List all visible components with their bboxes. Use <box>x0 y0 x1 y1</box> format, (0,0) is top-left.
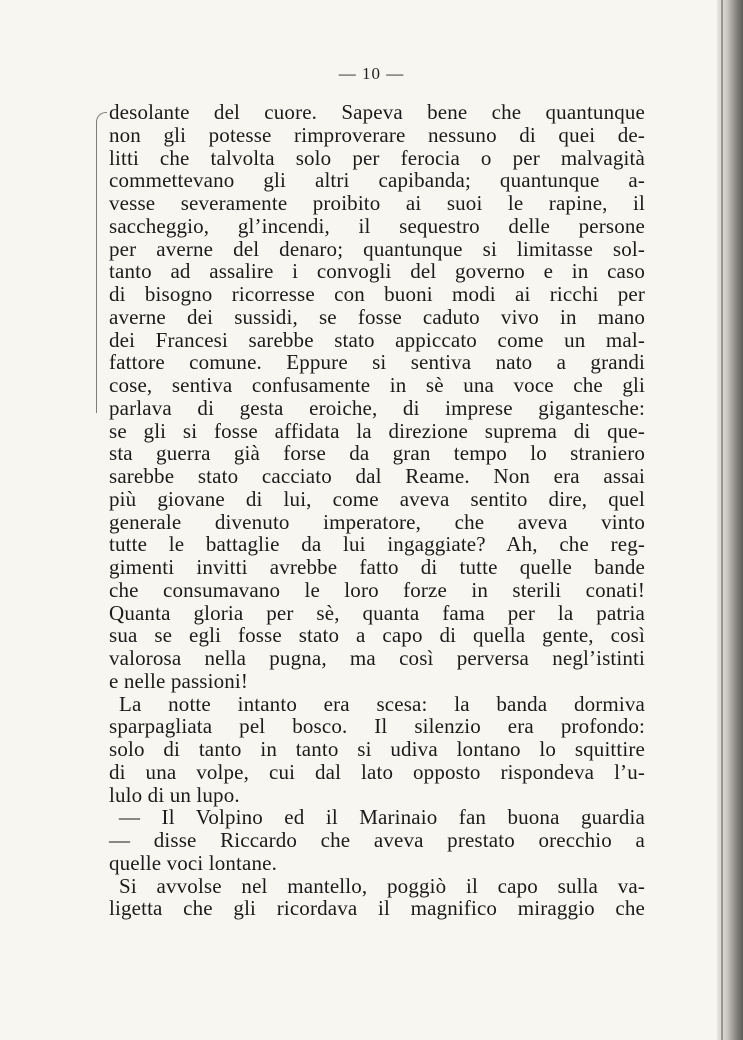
text-line: non gli potesse rimproverare nessuno di quei de- <box>109 122 645 147</box>
text-line: di bisogno ricorresse con buoni modi ai ricchi per <box>109 282 645 306</box>
margin-mark <box>96 112 107 413</box>
text-line: generale divenuto imperatore, che aveva vinto <box>109 509 645 534</box>
text-line: — Il Volpino ed il Marinaio fan buona guardia <box>119 805 645 830</box>
text-line: — disse Riccardo che aveva prestato orecchio a <box>109 828 645 852</box>
text-line: sta guerra già forse da gran tempo lo straniero <box>109 441 645 466</box>
text-line: litti che talvolta solo per ferocia o per malvagità <box>109 145 645 170</box>
text-line: se gli si fosse affidata la direzione suprema di que- <box>109 418 645 443</box>
text-line: La notte intanto era scesa: la banda dormiva <box>119 691 645 716</box>
text-line: che consumavano le loro forze in sterili conati! <box>109 577 645 602</box>
text-line: quelle voci lontane. <box>109 850 278 875</box>
text-line: commettevano gli altri capibanda; quantunque a- <box>109 168 645 193</box>
text-line: Si avvolse nel mantello, poggiò il capo sulla va- <box>119 873 645 898</box>
text-line: tanto ad assalire i convogli del governo e in caso <box>109 259 645 284</box>
page-binding-line <box>721 0 723 1040</box>
text-line: sua se egli fosse stato a capo di quella gente, così <box>109 623 645 648</box>
text-line: lulo di un lupo. <box>109 782 240 807</box>
text-line: solo di tanto in tanto si udiva lontano lo squittire <box>109 737 645 761</box>
text-line: parlava di gesta eroiche, di imprese gigantesche: <box>109 395 645 420</box>
text-line: fattore comune. Eppure si sentiva nato a grandi <box>109 350 645 375</box>
text-line: saccheggio, gl’incendi, il sequestro delle persone <box>109 213 645 238</box>
text-line: desolante del cuore. Sapeva bene che quantunque <box>109 100 645 124</box>
text-line: vesse severamente proibito ai suoi le rapine, il <box>109 191 645 215</box>
text-line: averne dei sussidi, se fosse caduto vivo in mano <box>109 304 645 329</box>
text-line: valorosa nella pugna, ma così perversa negl’istinti <box>109 646 645 670</box>
text-line: sarebbe stato cacciato dal Reame. Non era assai <box>109 464 645 488</box>
page-number: — 10 — <box>338 64 405 83</box>
body-text <box>109 101 645 920</box>
text-line: sparpagliata pel bosco. Il silenzio era profondo: <box>109 714 645 739</box>
text-line: tutte le battaglie da lui ingaggiate? Ah, che reg- <box>109 532 645 557</box>
text-line: Quanta gloria per sè, quanta fama per la patria <box>109 600 645 625</box>
text-line: gimenti invitti avrebbe fatto di tutte quelle bande <box>109 555 645 579</box>
text-line: ligetta che gli ricordava il magnifico miraggio che <box>109 896 645 921</box>
text-line: dei Francesi sarebbe stato appiccato come un mal- <box>109 327 645 352</box>
text-line: più giovane di lui, come aveva sentito dire, quel <box>109 486 645 511</box>
text-line: di una volpe, cui dal lato opposto rispondeva l’u- <box>109 759 645 784</box>
text-line: cose, sentiva confusamente in sè una voce che gli <box>109 373 645 397</box>
text-line: e nelle passioni! <box>109 668 249 693</box>
text-line: per averne del denaro; quantunque si limitasse sol- <box>109 236 645 261</box>
